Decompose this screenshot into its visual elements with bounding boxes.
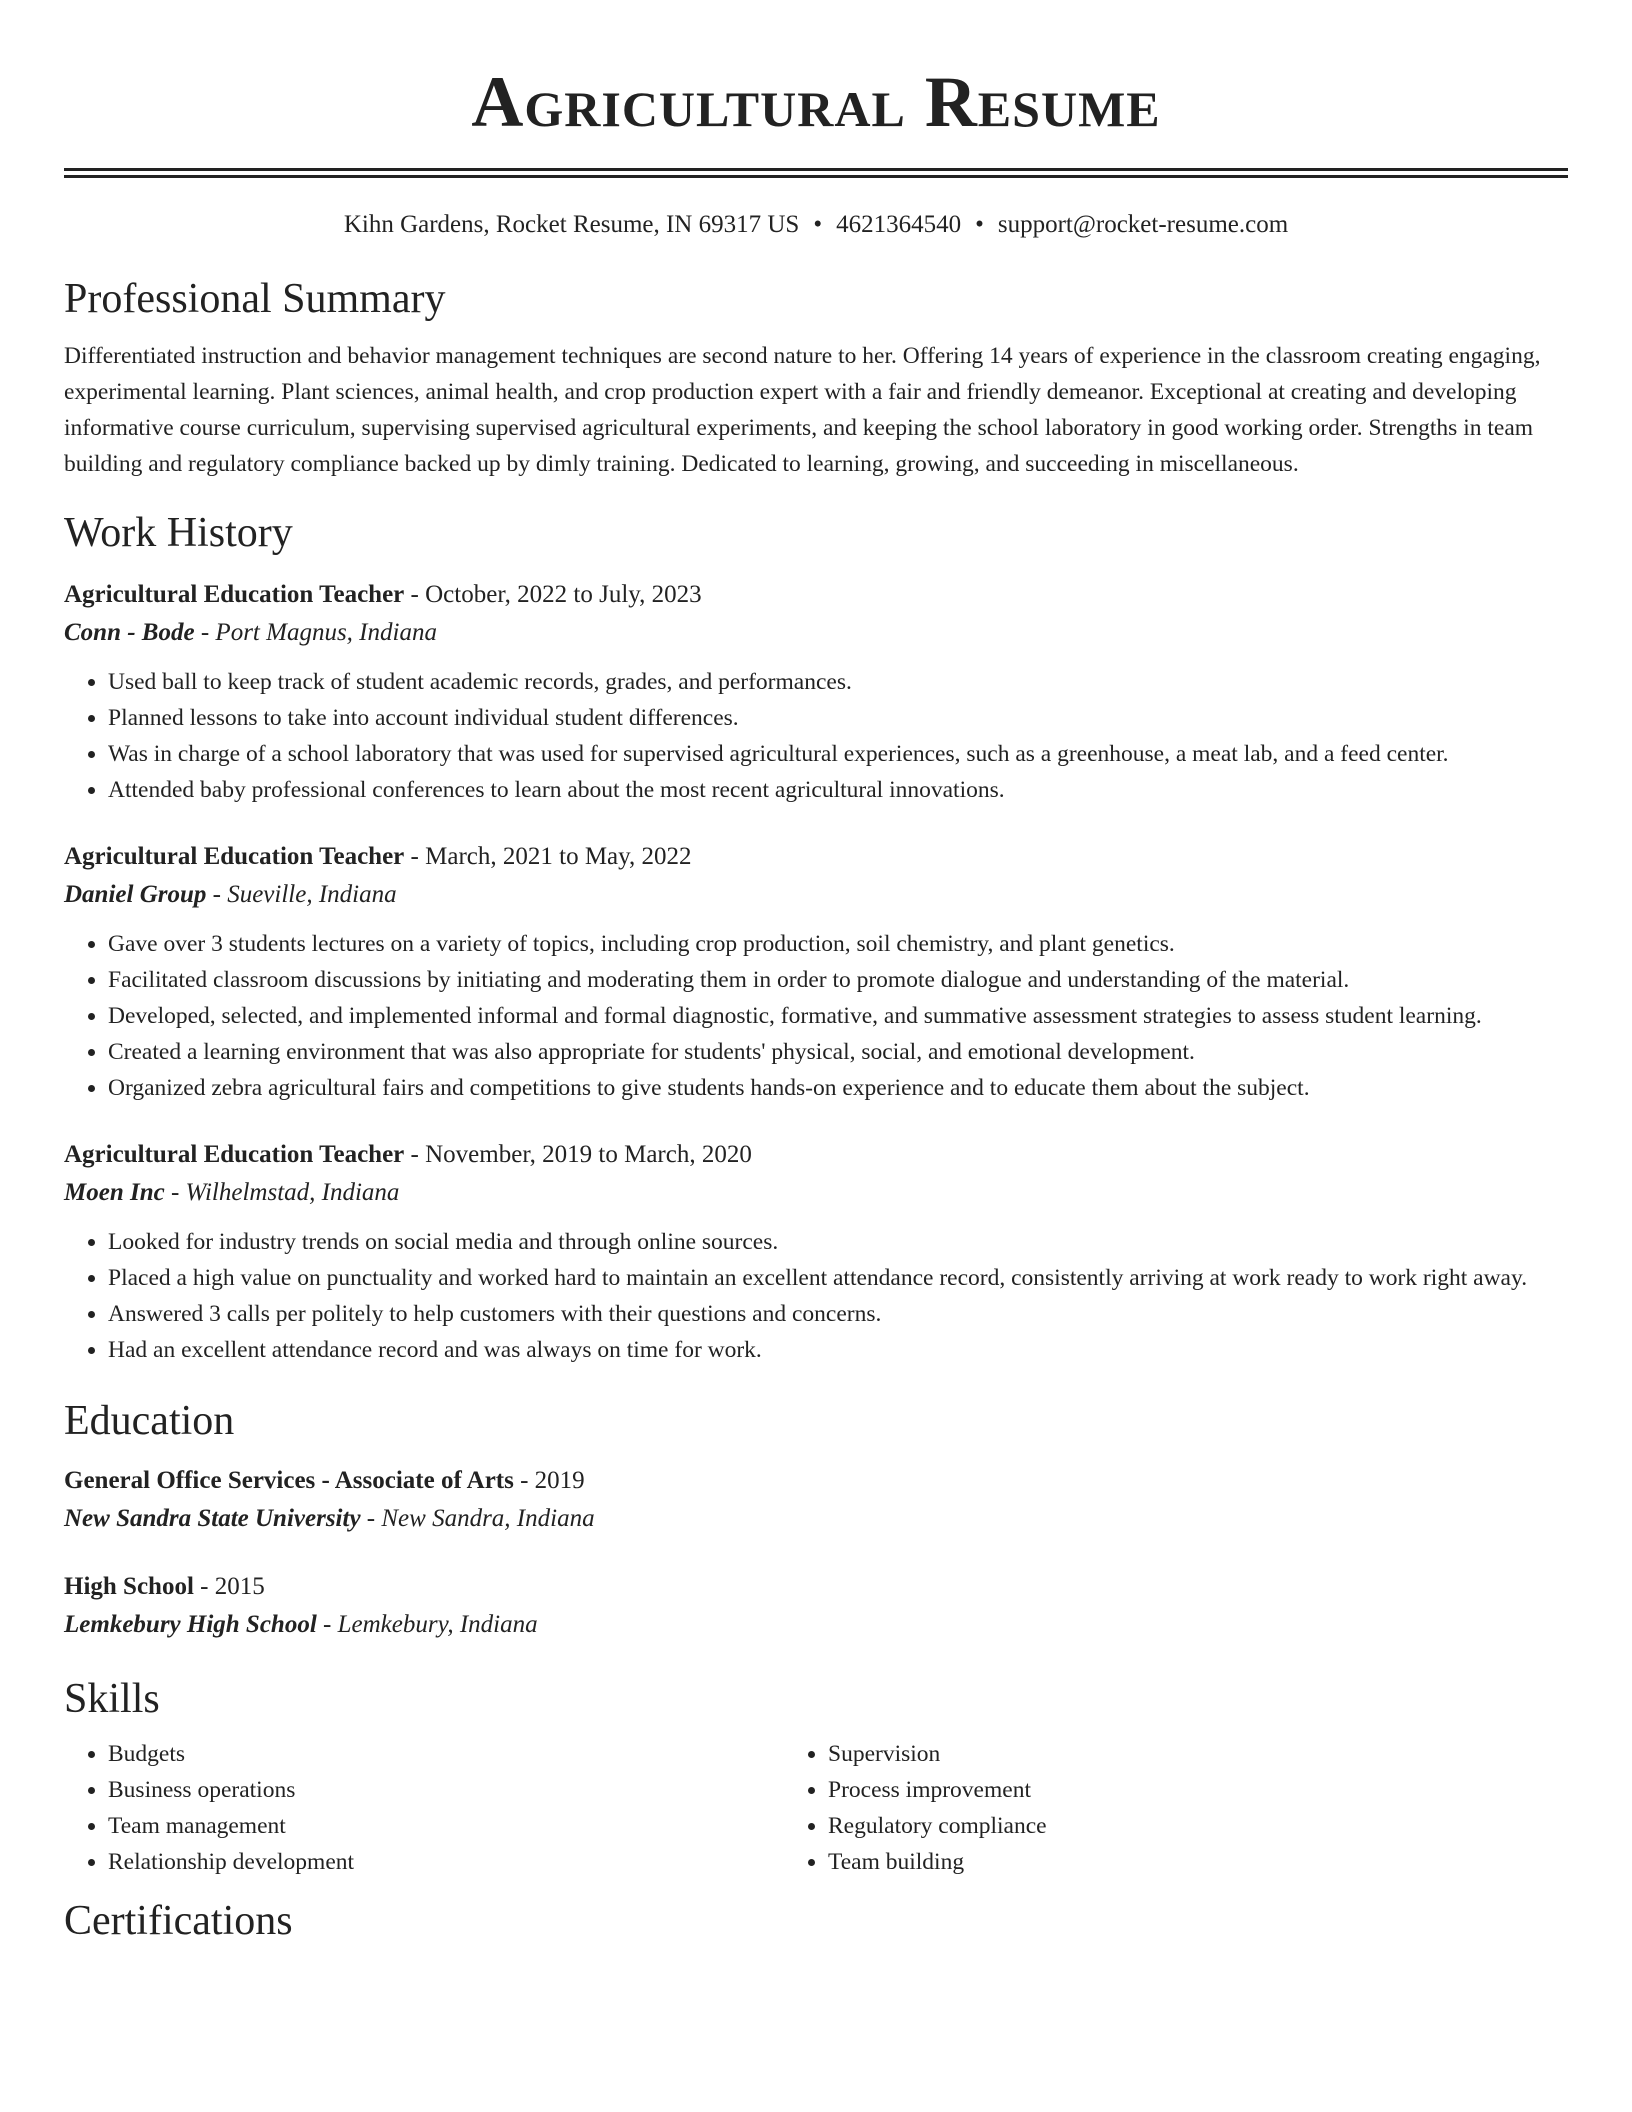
- job-bullet: • Answered 3 calls per politely to help customers with their questions and concerns.: [108, 1296, 1568, 1332]
- education-school: New Sandra State University: [64, 1505, 361, 1532]
- job-bullets: [64, 664, 1568, 808]
- skill-item: • Business operations: [108, 1772, 784, 1808]
- summary-heading: Professional Summary: [64, 276, 446, 322]
- education-degree-line: [64, 1462, 1568, 1500]
- job-location: - Port Magnus, Indiana: [194, 619, 437, 646]
- job-bullet: • Gave over 3 students lectures on a variety of topics, including crop production, soil chemistry, and plant genetics.: [108, 926, 1568, 962]
- job-bullet: • Planned lessons to take into account individual student differences.: [108, 700, 1568, 736]
- job-title-line: [64, 838, 1568, 876]
- job-bullets: [64, 926, 1568, 1106]
- job-bullet: • Developed, selected, and implemented informal and formal diagnostic, formative, and summative assessment strategies to assess student learning.: [108, 998, 1568, 1034]
- education-year: - 2019: [513, 1467, 585, 1494]
- job-bullet: • Looked for industry trends on social media and through online sources.: [108, 1224, 1568, 1260]
- job-company-line: [64, 614, 1568, 652]
- job-bullet: • Used ball to keep track of student academic records, grades, and performances.: [108, 664, 1568, 700]
- skill-item: • Regulatory compliance: [828, 1808, 1568, 1844]
- job-bullet: • Had an excellent attendance record and was always on time for work.: [108, 1332, 1568, 1368]
- title-divider: [64, 168, 1568, 178]
- job-company: Daniel Group: [64, 881, 207, 908]
- job-dates: - October, 2022 to July, 2023: [404, 581, 702, 608]
- job-title: Agricultural Education Teacher: [64, 581, 405, 608]
- job-dates: - November, 2019 to March, 2020: [404, 1141, 752, 1168]
- education-degree-line: [64, 1568, 1568, 1606]
- skill-item: • Team building: [828, 1844, 1568, 1880]
- job-company-line: [64, 1174, 1568, 1212]
- education-entry: [64, 1568, 1568, 1644]
- job-entry: [64, 1136, 1568, 1368]
- summary-text: Differentiated instruction and behavior management techniques are second nature to her. Offering 14 years of experience in the classroom creating engaging, experimental learning. Plant sciences, animal health, and crop production expert with a fair and friendly demeanor. Exceptional at creating and developing informative course curriculum, supervising supervised agricultural experiments, and keeping the school laboratory in good working order. Strengths in team building and regulatory compliance backed up by dimly training. Dedicated to learning, growing, and succeeding in miscellaneous.: [64, 343, 1541, 477]
- skills-heading: Skills: [64, 1676, 160, 1722]
- job-company-line: [64, 876, 1568, 914]
- skills-column-left: [64, 1736, 784, 1880]
- education-school-line: [64, 1606, 1568, 1644]
- contact-separator: •: [813, 211, 823, 238]
- education-school: Lemkebury High School: [64, 1611, 317, 1638]
- skill-item: • Budgets: [108, 1736, 784, 1772]
- education-year: - 2015: [193, 1573, 265, 1600]
- job-title-line: [64, 576, 1568, 614]
- education-location: - New Sandra, Indiana: [360, 1505, 595, 1532]
- job-title: Agricultural Education Teacher: [64, 1141, 405, 1168]
- contact-address: Kihn Gardens, Rocket Resume, IN 69317 US: [343, 211, 800, 238]
- skill-item: • Supervision: [828, 1736, 1568, 1772]
- job-title: Agricultural Education Teacher: [64, 843, 405, 870]
- job-entry: [64, 576, 1568, 808]
- job-bullets: [64, 1224, 1568, 1368]
- job-bullet: • Attended baby professional conferences to learn about the most recent agricultural innovations.: [108, 772, 1568, 808]
- skills-list: [64, 1736, 1568, 1880]
- education-entry: [64, 1462, 1568, 1538]
- resume-title: Agricultural Resume: [471, 62, 1161, 142]
- job-title-line: [64, 1136, 1568, 1174]
- job-bullet: • Was in charge of a school laboratory that was used for supervised agricultural experiences, such as a greenhouse, a meat lab, and a feed center.: [108, 736, 1568, 772]
- education-degree: General Office Services - Associate of Arts: [64, 1467, 514, 1494]
- skill-item: • Relationship development: [108, 1844, 784, 1880]
- job-dates: - March, 2021 to May, 2022: [404, 843, 692, 870]
- job-bullet: • Placed a high value on punctuality and worked hard to maintain an excellent attendance record, consistently arriving at work ready to work right away.: [108, 1260, 1568, 1296]
- skill-item: • Process improvement: [828, 1772, 1568, 1808]
- education-heading: Education: [64, 1398, 235, 1444]
- job-location: - Sueville, Indiana: [206, 881, 397, 908]
- education-school-line: [64, 1500, 1568, 1538]
- job-bullet: • Facilitated classroom discussions by initiating and moderating them in order to promote dialogue and understanding of the material.: [108, 962, 1568, 998]
- job-company: Conn - Bode: [64, 619, 195, 646]
- job-company: Moen Inc: [64, 1179, 165, 1206]
- contact-line: [64, 208, 1568, 242]
- job-bullet: • Created a learning environment that was also appropriate for students' physical, social, and emotional development.: [108, 1034, 1568, 1070]
- skills-column-right: [784, 1736, 1568, 1880]
- job-bullet: • Organized zebra agricultural fairs and competitions to give students hands-on experience and to educate them about the subject.: [108, 1070, 1568, 1106]
- job-location: - Wilhelmstad, Indiana: [164, 1179, 400, 1206]
- education-degree: High School: [64, 1573, 194, 1600]
- skill-item: • Team management: [108, 1808, 784, 1844]
- contact-email: support@rocket-resume.com: [997, 211, 1289, 238]
- job-entry: [64, 838, 1568, 1106]
- certifications-heading: Certifications: [64, 1898, 293, 1944]
- education-location: - Lemkebury, Indiana: [316, 1611, 538, 1638]
- contact-phone: 4621364540: [836, 211, 962, 238]
- resume-page: [64, 0, 1568, 1946]
- contact-separator: •: [975, 211, 984, 238]
- work-history-heading: Work History: [64, 510, 293, 556]
